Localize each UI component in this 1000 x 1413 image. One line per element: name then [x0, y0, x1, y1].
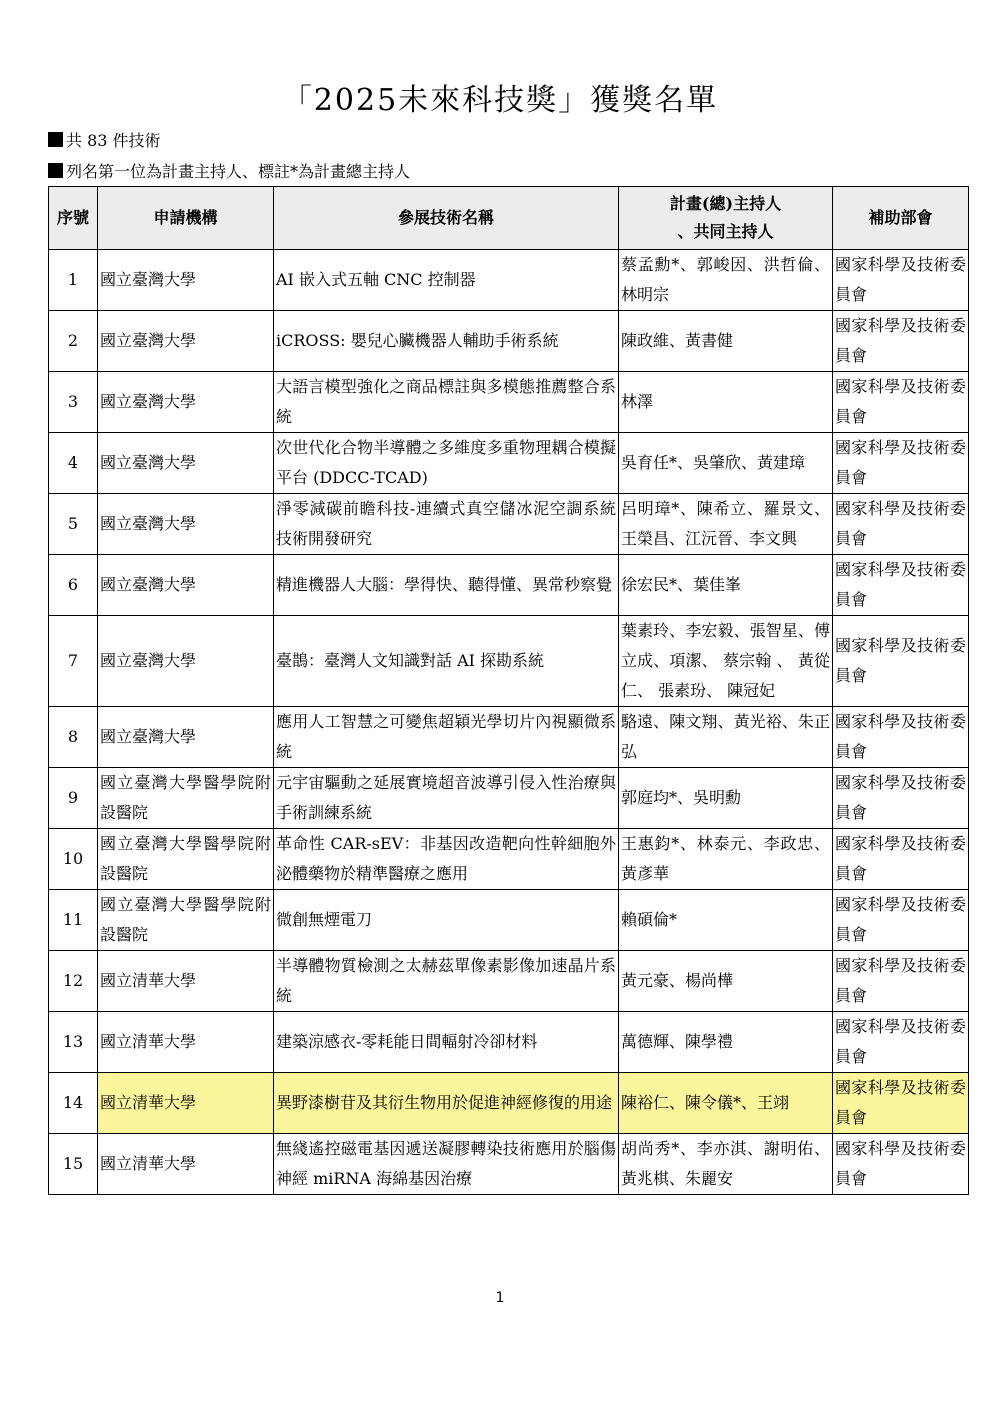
cell-ministry: 國家科學及技術委員會 [833, 951, 969, 1012]
cell-org: 國立臺灣大學醫學院附設醫院 [98, 829, 274, 890]
cell-no: 7 [49, 616, 98, 707]
table-row [49, 1012, 969, 1073]
cell-pi: 林澤 [619, 372, 833, 433]
cell-ministry: 國家科學及技術委員會 [833, 494, 969, 555]
cell-pi: 呂明璋*、陳希立、羅景文、王榮昌、江沅晉、李文興 [619, 494, 833, 555]
cell-ministry: 國家科學及技術委員會 [833, 829, 969, 890]
cell-ministry: 國家科學及技術委員會 [833, 616, 969, 707]
table-row [49, 707, 969, 768]
cell-tech: 精進機器人大腦：學得快、聽得懂、異常秒察覺 [274, 555, 619, 616]
cell-pi: 陳政維、黃書健 [619, 311, 833, 372]
cell-org: 國立臺灣大學 [98, 250, 274, 311]
bullet-square-icon [48, 132, 63, 147]
cell-org: 國立臺灣大學 [98, 707, 274, 768]
cell-org: 國立臺灣大學 [98, 616, 274, 707]
cell-pi: 賴碩倫* [619, 890, 833, 951]
cell-org: 國立臺灣大學醫學院附設醫院 [98, 890, 274, 951]
cell-no: 4 [49, 433, 98, 494]
table-row [49, 616, 969, 707]
note-text: 列名第一位為計畫主持人、標註*為計畫總主持人 [66, 162, 411, 181]
table-row [49, 433, 969, 494]
cell-tech: 臺鵲：臺灣人文知識對話 AI 探勘系統 [274, 616, 619, 707]
cell-tech: 微創無煙電刀 [274, 890, 619, 951]
cell-pi: 胡尚秀*、李亦淇、謝明佑、黃兆棋、朱麗安 [619, 1134, 833, 1195]
cell-pi: 葉素玲、李宏毅、張智星、傅立成、項潔、 蔡宗翰 、 黃從仁、 張素玢、 陳冠妃 [619, 616, 833, 707]
cell-no: 12 [49, 951, 98, 1012]
table-row-highlighted [49, 1073, 969, 1134]
cell-no: 10 [49, 829, 98, 890]
cell-org: 國立臺灣大學醫學院附設醫院 [98, 768, 274, 829]
cell-no: 15 [49, 1134, 98, 1195]
cell-ministry: 國家科學及技術委員會 [833, 250, 969, 311]
table-row [49, 951, 969, 1012]
cell-tech: 次世代化合物半導體之多維度多重物理耦合模擬平台 (DDCC-TCAD) [274, 433, 619, 494]
header-pi: 計畫(總)主持人 、共同主持人 [619, 187, 833, 250]
cell-ministry: 國家科學及技術委員會 [833, 768, 969, 829]
cell-tech: 半導體物質檢測之太赫茲單像素影像加速晶片系統 [274, 951, 619, 1012]
header-no: 序號 [49, 187, 98, 250]
cell-ministry: 國家科學及技術委員會 [833, 1134, 969, 1195]
cell-org: 國立臺灣大學 [98, 494, 274, 555]
cell-ministry: 國家科學及技術委員會 [833, 433, 969, 494]
cell-ministry: 國家科學及技術委員會 [833, 555, 969, 616]
cell-pi: 徐宏民*、葉佳峯 [619, 555, 833, 616]
page-number: 1 [495, 1290, 505, 1306]
cell-tech: AI 嵌入式五軸 CNC 控制器 [274, 250, 619, 311]
cell-org: 國立臺灣大學 [98, 555, 274, 616]
cell-tech: 淨零減碳前瞻科技-連續式真空儲冰泥空調系統技術開發研究 [274, 494, 619, 555]
table-row [49, 829, 969, 890]
cell-ministry: 國家科學及技術委員會 [833, 707, 969, 768]
table-row [49, 311, 969, 372]
cell-tech: 革命性 CAR-sEV：非基因改造靶向性幹細胞外泌體藥物於精準醫療之應用 [274, 829, 619, 890]
cell-no: 14 [49, 1073, 98, 1134]
cell-ministry: 國家科學及技術委員會 [833, 372, 969, 433]
cell-no: 1 [49, 250, 98, 311]
table-row [49, 250, 969, 311]
cell-pi: 萬德輝、陳學禮 [619, 1012, 833, 1073]
cell-ministry: 國家科學及技術委員會 [833, 311, 969, 372]
cell-pi: 郭庭均*、吳明勳 [619, 768, 833, 829]
cell-no: 2 [49, 311, 98, 372]
cell-no: 9 [49, 768, 98, 829]
note-legend [48, 159, 410, 182]
cell-tech: iCROSS: 嬰兒心臟機器人輔助手術系統 [274, 311, 619, 372]
cell-tech: 元宇宙驅動之延展實境超音波導引侵入性治療與手術訓練系統 [274, 768, 619, 829]
cell-tech: 異野漆樹苷及其衍生物用於促進神經修復的用途 [274, 1073, 619, 1134]
cell-pi: 駱遠、陳文翔、黃光裕、朱正弘 [619, 707, 833, 768]
table-row [49, 768, 969, 829]
cell-no: 3 [49, 372, 98, 433]
cell-pi: 黃元豪、楊尚樺 [619, 951, 833, 1012]
page-title: 「2025未來科技獎」獲獎名單 [281, 83, 719, 118]
cell-ministry: 國家科學及技術委員會 [833, 1012, 969, 1073]
bullet-square-icon [48, 163, 63, 178]
awards-table [48, 186, 969, 1195]
cell-no: 6 [49, 555, 98, 616]
cell-org: 國立清華大學 [98, 1073, 274, 1134]
cell-tech: 大語言模型強化之商品標註與多模態推薦整合系統 [274, 372, 619, 433]
cell-tech: 應用人工智慧之可變焦超穎光學切片內視顯微系統 [274, 707, 619, 768]
table-header-row [49, 187, 969, 250]
note-total-count [48, 128, 161, 151]
cell-org: 國立清華大學 [98, 1012, 274, 1073]
cell-pi: 陳裕仁、陳令儀*、王翊 [619, 1073, 833, 1134]
cell-pi: 蔡孟勳*、郭峻因、洪哲倫、林明宗 [619, 250, 833, 311]
cell-org: 國立臺灣大學 [98, 433, 274, 494]
table-row [49, 1134, 969, 1195]
cell-org: 國立清華大學 [98, 951, 274, 1012]
cell-org: 國立清華大學 [98, 1134, 274, 1195]
note-text: 共 83 件技術 [66, 131, 161, 150]
cell-ministry: 國家科學及技術委員會 [833, 1073, 969, 1134]
table-row [49, 555, 969, 616]
header-org: 申請機構 [98, 187, 274, 250]
cell-no: 11 [49, 890, 98, 951]
cell-ministry: 國家科學及技術委員會 [833, 890, 969, 951]
cell-tech: 無綫遙控磁電基因遞送凝膠轉染技術應用於腦傷神經 miRNA 海綿基因治療 [274, 1134, 619, 1195]
cell-org: 國立臺灣大學 [98, 372, 274, 433]
table-row [49, 494, 969, 555]
cell-no: 5 [49, 494, 98, 555]
header-tech: 參展技術名稱 [274, 187, 619, 250]
table-row [49, 372, 969, 433]
cell-pi: 王惠鈞*、林泰元、李政忠、黃彥華 [619, 829, 833, 890]
table-row [49, 890, 969, 951]
cell-no: 13 [49, 1012, 98, 1073]
cell-pi: 吳育任*、吳肇欣、黃建璋 [619, 433, 833, 494]
header-ministry: 補助部會 [833, 187, 969, 250]
cell-tech: 建築涼感衣-零耗能日間輻射冷卻材料 [274, 1012, 619, 1073]
cell-org: 國立臺灣大學 [98, 311, 274, 372]
cell-no: 8 [49, 707, 98, 768]
